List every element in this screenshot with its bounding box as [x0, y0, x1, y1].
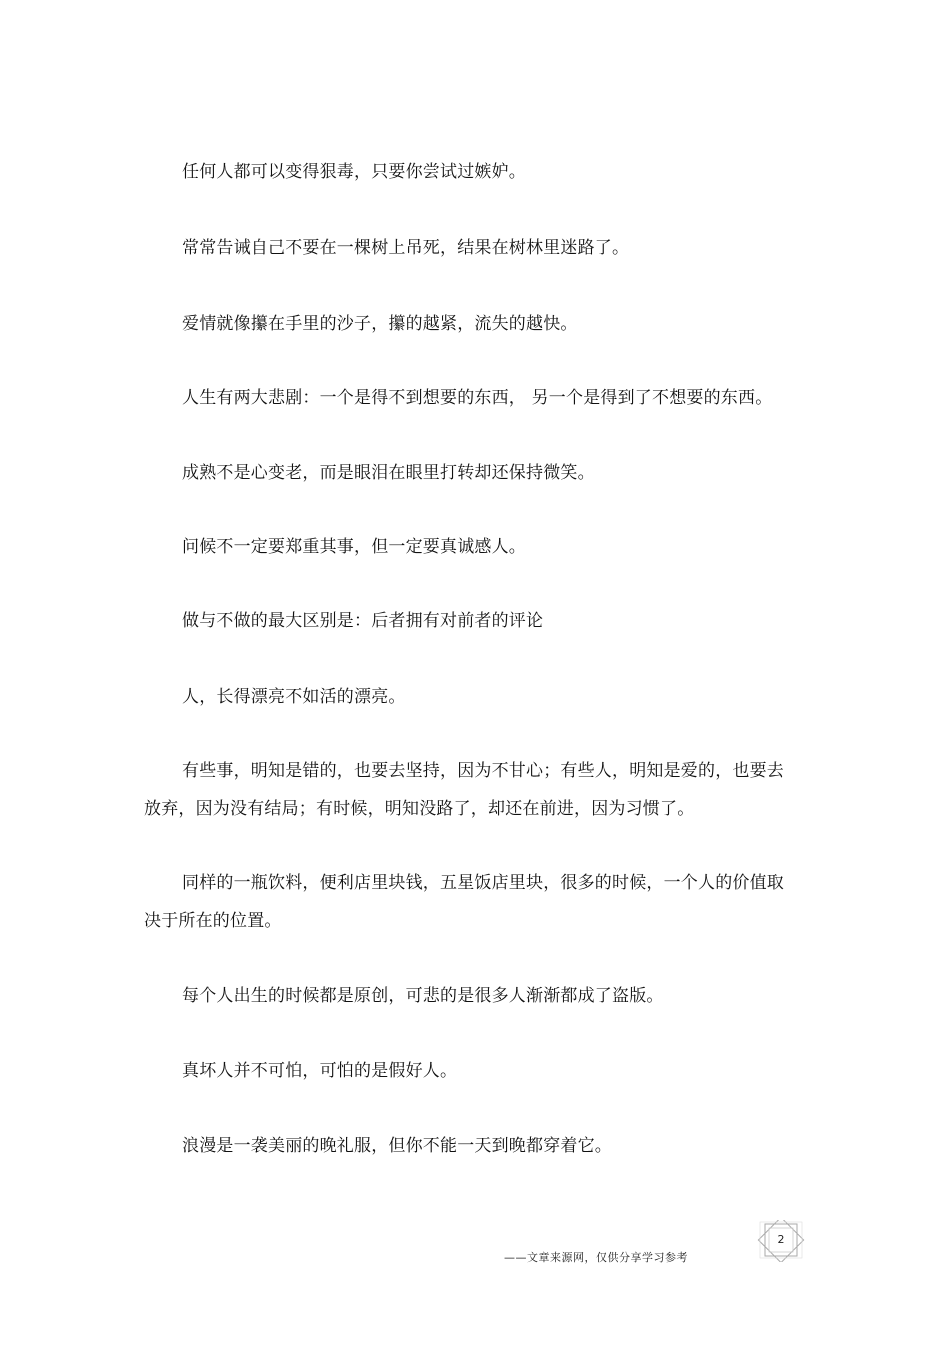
paragraph-10: 同样的一瓶饮料，便利店里块钱，五星饭店里块，很多的时候，一个人的价值取决于所在的位置。 [144, 873, 784, 931]
paragraph-2: 常常告诫自己不要在一棵树上吊死，结果在树林里迷路了。 [182, 238, 630, 258]
paragraph-3: 爱情就像攥在手里的沙子，攥的越紧，流失的越快。 [182, 314, 578, 334]
paragraph-13: 浪漫是一袭美丽的晚礼服，但你不能一天到晚都穿着它。 [182, 1136, 612, 1156]
paragraph-4: 人生有两大悲剧：一个是得不到想要的东西， 另一个是得到了不想要的东西。 [182, 388, 773, 408]
paragraph-8: 人，长得漂亮不如活的漂亮。 [182, 687, 406, 707]
paragraph-11: 每个人出生的时候都是原创，可悲的是很多人渐渐都成了盗版。 [182, 986, 664, 1006]
paragraph-6: 问候不一定要郑重其事，但一定要真诚感人。 [182, 537, 526, 557]
paragraph-1: 任何人都可以变得狠毒，只要你尝试过嫉妒。 [182, 162, 526, 182]
paragraph-7: 做与不做的最大区别是：后者拥有对前者的评论 [182, 611, 544, 631]
footer-source-note: ——文章来源网，仅供分享学习参考 [504, 1251, 688, 1264]
paragraph-5: 成熟不是心变老，而是眼泪在眼里打转却还保持微笑。 [182, 463, 595, 483]
paragraph-9: 有些事，明知是错的，也要去坚持，因为不甘心；有些人，明知是爱的，也要去放弃，因为没有结局；有时候，明知没路了，却还在前进，因为习惯了。 [144, 761, 784, 819]
page-number-badge [757, 1220, 805, 1262]
paragraph-12: 真坏人并不可怕，可怕的是假好人。 [182, 1061, 458, 1081]
page-number: 2 [777, 1233, 785, 1246]
